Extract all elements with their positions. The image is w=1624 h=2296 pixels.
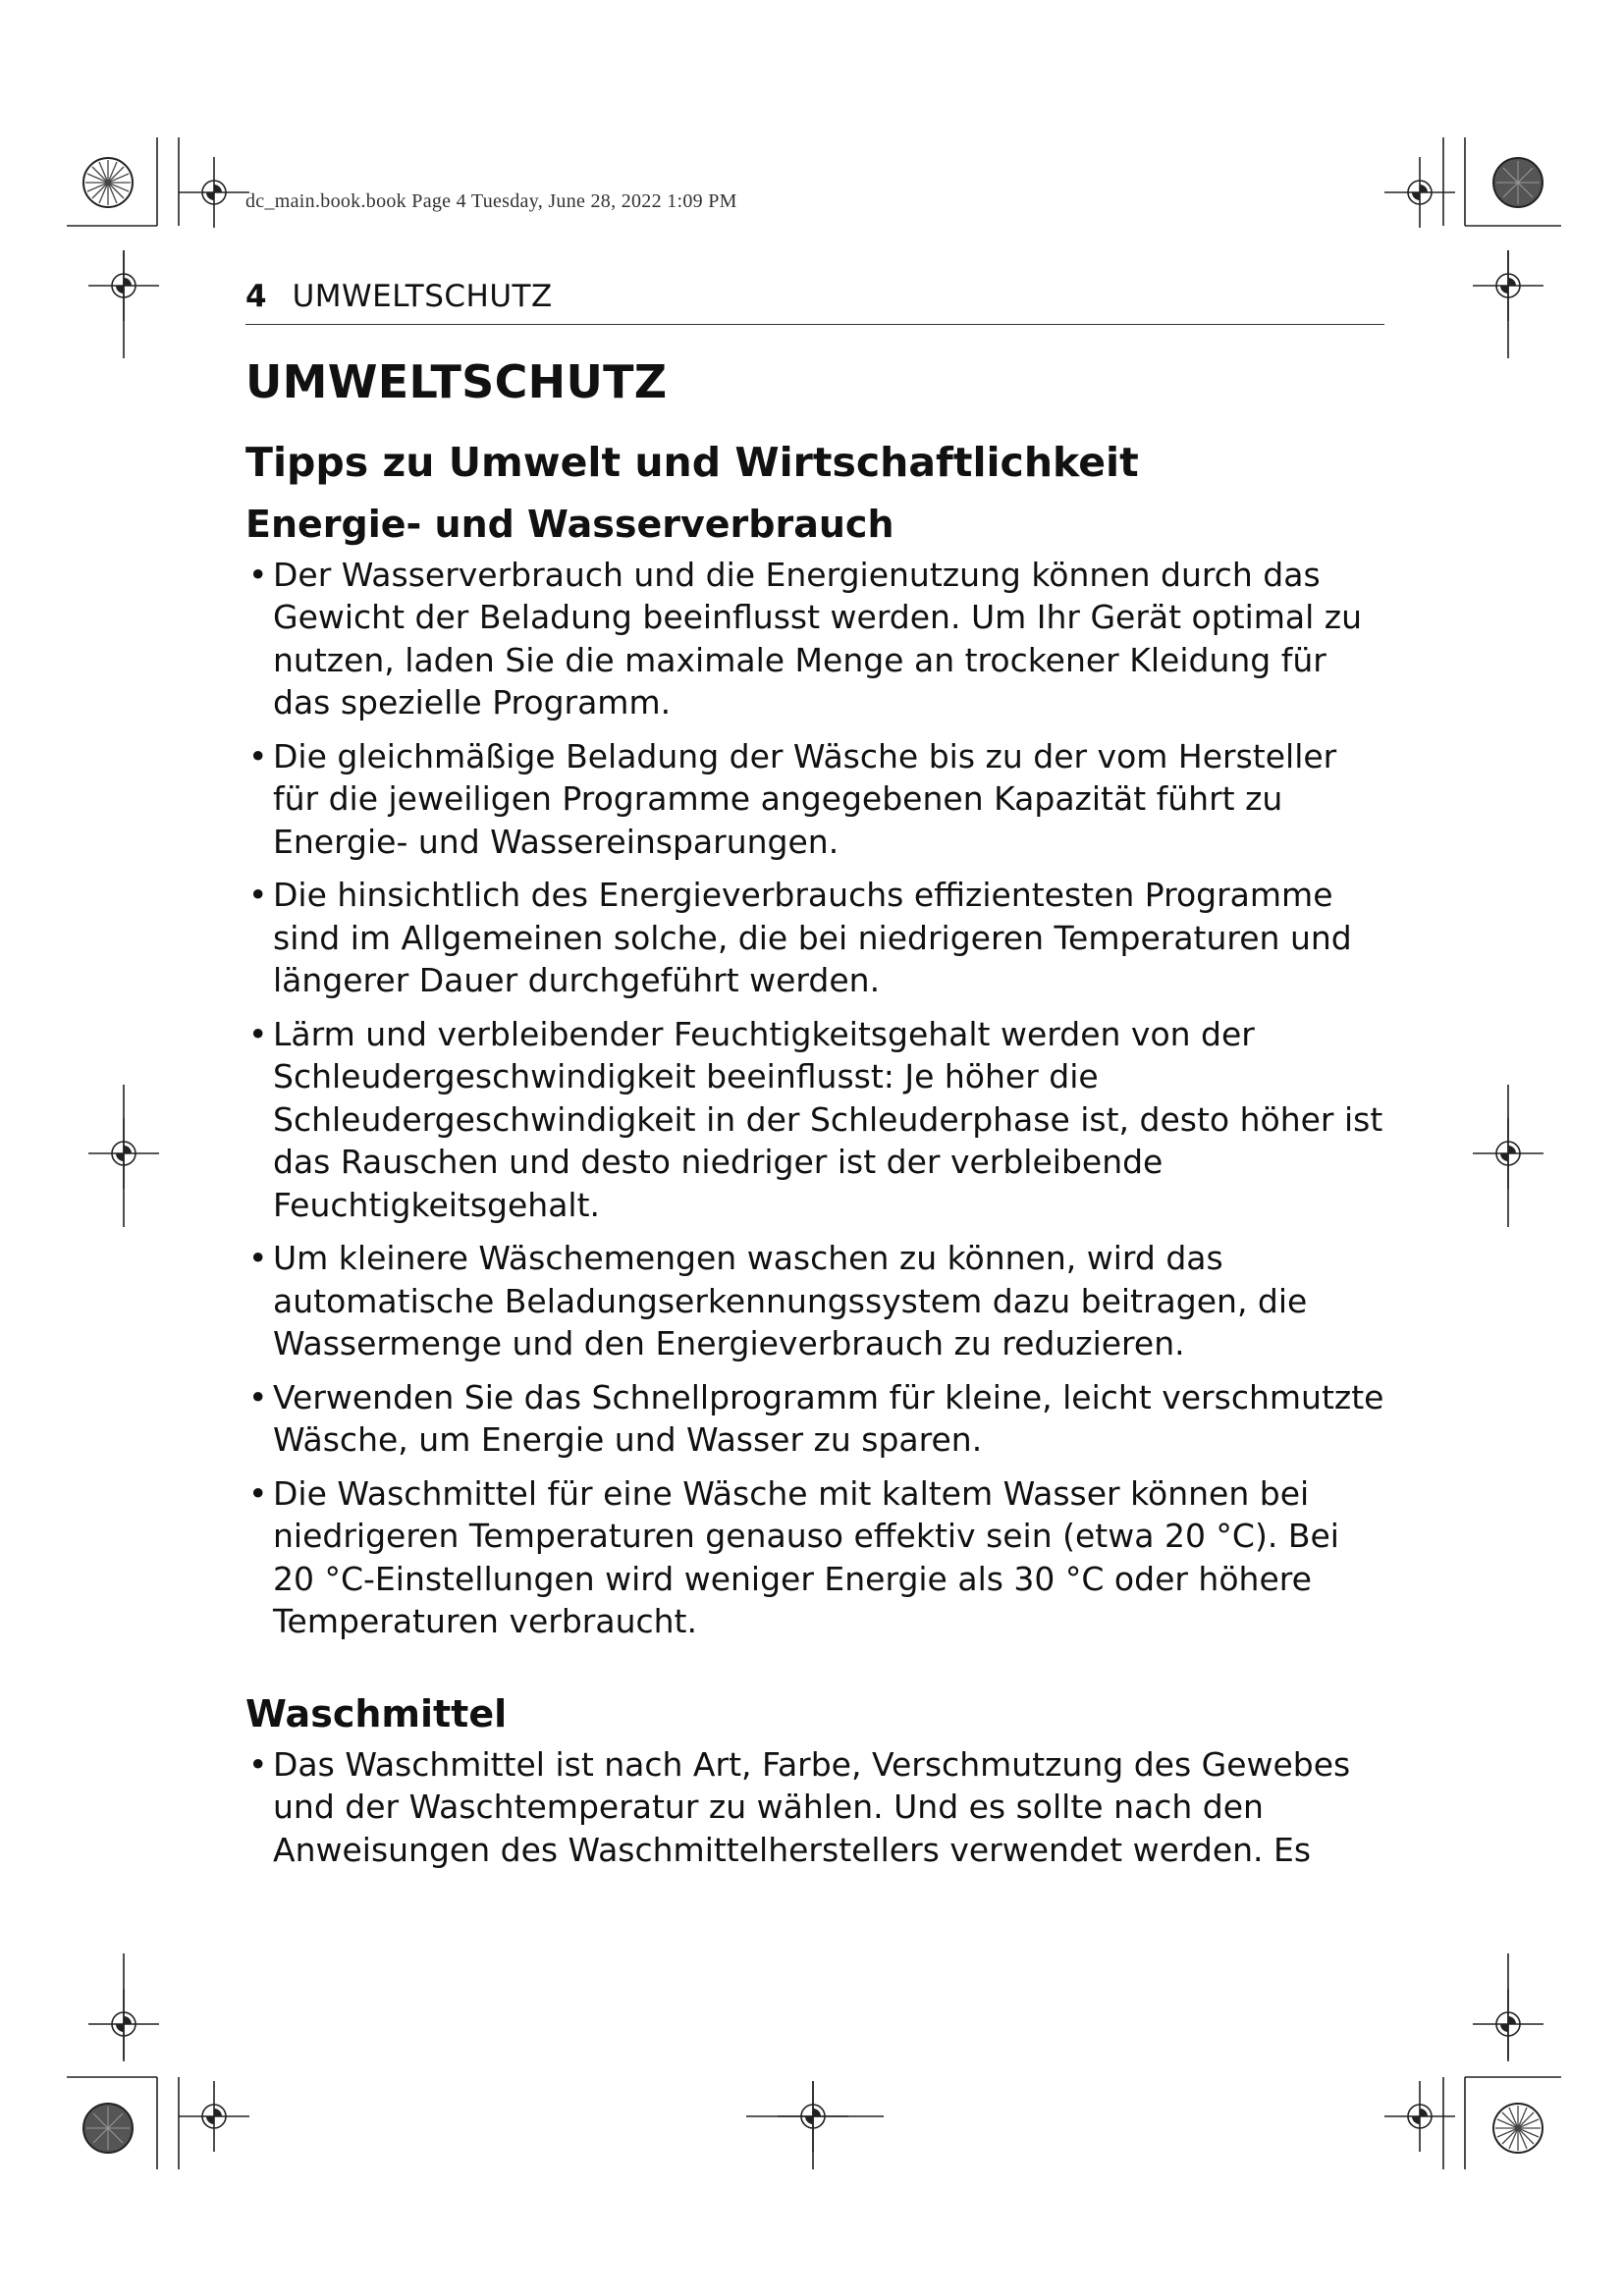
list-item-text: Das Waschmittel ist nach Art, Farbe, Verschmutzung des Gewebes und der Waschtemperatur zu wählen. Und es sollte nach den Anweisungen des Waschmittelherstellers verwendet werden. Es [273,1744,1351,1869]
starburst-icon [1493,2104,1543,2153]
page-subtitle: Tipps zu Umwelt und Wirtschaftlichkeit [245,439,1139,487]
list-item-text: Um kleinere Wäschemengen waschen zu können, wird das automatische Beladungserkennungssystem dazu beitragen, die Wassermenge und den Energieverbrauch zu reduzieren. [273,1239,1308,1363]
crop-mark-bottom-right [1443,2077,1561,2169]
starburst-icon [83,158,133,207]
bullet-icon: • [248,1473,268,1513]
running-header-section: UMWELTSCHUTZ [292,279,553,314]
section-heading-detergent: Waschmittel [245,1691,508,1735]
bullet-icon: • [248,1377,268,1416]
page-number: 4 [245,279,267,314]
section-heading-energy-water: Energie- und Wasserverbrauch [245,503,894,547]
starburst-icon [83,2104,133,2153]
list-item-text: Der Wasserverbrauch und die Energienutzung können durch das Gewicht der Beladung beeinflusst werden. Um Ihr Gerät optimal zu nutzen, laden Sie die maximale Menge an trockener Kleidung für das spezielle Programm. [273,555,1363,722]
bullet-icon: • [248,1014,268,1053]
list-item-text: Die Waschmittel für eine Wäsche mit kaltem Wasser können bei niedrigeren Temperaturen genauso effektiv sein (etwa 20 °C). Bei 20 °C-Einstellungen wird weniger Energie als 30 °C oder höhere Temperaturen verbraucht. [273,1473,1339,1641]
bullet-icon: • [248,876,268,915]
bullet-icon: • [248,1239,268,1278]
list-item-text: Lärm und verbleibender Feuchtigkeitsgehalt werden von der Schleudergeschwindigkeit beeinflusst: Je höher die Schleudergeschwindigkeit in der Schleuderphase ist, desto höher ist das Rauschen und desto niedriger ist der verbleibende Feuchtigkeitsgehalt. [273,1014,1383,1224]
bullet-icon: • [248,1744,268,1784]
registration-mark-icon [1384,2081,1455,2152]
print-slug: dc_main.book.book Page 4 Tuesday, June 28, 2022 1:09 PM [245,190,737,212]
list-item-text: Die gleichmäßige Beladung der Wäsche bis zu der vom Hersteller für die jeweiligen Programme angegebenen Kapazität führt zu Energie- und Wassereinsparungen. [273,736,1337,861]
registration-mark-icon [179,157,249,228]
registration-mark-icon [179,2081,249,2152]
list-item-text: Die hinsichtlich des Energieverbrauchs effizientesten Programme sind im Allgemeinen solche, die bei niedrigeren Temperaturen und längerer Dauer durchgeführt werden. [273,876,1352,1000]
bullet-icon: • [248,555,268,594]
page-title: UMWELTSCHUTZ [245,355,668,408]
list-item-text: Verwenden Sie das Schnellprogramm für kleine, leicht verschmutzte Wäsche, um Energie und Wasser zu sparen. [273,1377,1384,1460]
starburst-icon [1493,158,1543,207]
registration-mark-icon [1384,157,1455,228]
bullet-icon: • [248,736,268,775]
